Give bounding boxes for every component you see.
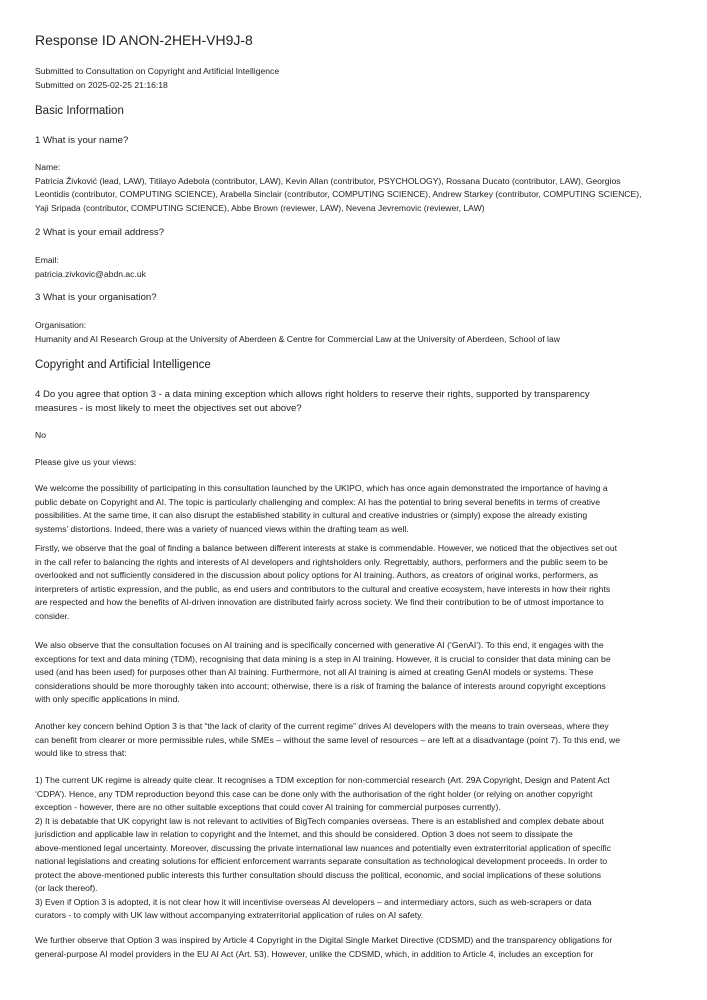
text-line: consider.: [35, 610, 70, 621]
text-line: would like to stress that:: [35, 748, 127, 758]
text-line: possibilities. At the same time, it can also disrupt the established stability in cultural and creative industries or (simply) expose the already existing: [35, 510, 588, 520]
question-4-line: 4 Do you agree that option 3 - a data mining exception which allows right holders to reserve their rights, supported by transparency: [35, 389, 590, 400]
text-line: protect the above-mentioned public interests this further consultation should discuss the political, economic, and social implications of these solutions: [35, 869, 602, 880]
text-line: considerations should be more thoroughly taken into account; otherwise, there is a risk of framing the balance of interests around copyright exceptions: [35, 680, 606, 691]
text-line: systems’ distortions. Indeed, there was a variety of nuanced views within the drafting team as well.: [35, 523, 409, 534]
text-line: exception - however, there are no other suitable exceptions that could cover AI training for commercial purposes currently).: [35, 802, 501, 812]
question-3: 3 What is your organisation?: [35, 292, 157, 303]
text-line: We further observe that Option 3 was inspired by Article 4 Copyright in the Digital Single Market Directive (CDSMD) and the transparency obligations for: [35, 935, 613, 945]
submitted-on: Submitted on 2025-02-25 21:16:18: [35, 79, 168, 90]
organisation-value: Humanity and AI Research Group at the University of Aberdeen & Centre for Commercial Law at the University of Aberdeen, School of law: [35, 333, 560, 344]
text-line: with only specific applications in mind.: [35, 694, 180, 704]
text-line: jurisdiction and applicable law in relation to copyright and the Internet, and this should be considered. Option 3 does not seem to dissipate the: [35, 829, 573, 839]
text-line: used (and has been used) for purposes other than AI training. Furthermore, not all AI training is aimed at creating GenAI models or systems. These: [35, 667, 594, 677]
name-label: Name:: [35, 162, 61, 172]
submitted-to: Submitted to Consultation on Copyright and Artificial Intelligence: [35, 66, 280, 76]
text-line: We welcome the possibility of participating in this consultation launched by the UKIPO, which has once again demonstrated the importance of having a: [35, 483, 608, 493]
text-line: 3) Even if Option 3 is adopted, it is not clear how it will incentivise overseas AI developers – and intermediary actors, such as web-scrapers or data: [35, 896, 592, 907]
answer-4: No: [35, 430, 46, 440]
text-line: ‘CDPA’). Hence, any TDM reproduction beyond this case can be done only with the authorisation of the right holder (or relying on another copyright: [35, 788, 593, 799]
page-title: Response ID ANON-2HEH-VH9J-8: [35, 32, 253, 48]
answer-3: [35, 319, 560, 346]
text-line: 2) It is debatable that UK copyright law is not relevant to activities of BigTech companies overseas. There is an established and complex debate about: [35, 815, 604, 826]
paragraph: [35, 639, 611, 707]
question-4-line: measures - is most likely to meet the objectives set out above?: [35, 403, 302, 414]
text-line: exceptions for text and data mining (TDM), recognising that data mining is a step in AI training. However, it is crucial to consider that data mining can be: [35, 653, 611, 664]
paragraph: [35, 934, 612, 961]
paragraph: [35, 482, 608, 536]
name-line: Leontidis (contributor, COMPUTING SCIENCE), Arabella Sinclair (contributor, COMPUTING SCIENCE), Andrew Starkey (contributor, COMPUTING SCIENCE),: [35, 189, 642, 199]
answer-2: [35, 254, 146, 281]
text-line: national legislations and creating solutions for efficient enforcement warrants separate consultation as technological development proceeds. In order to: [35, 856, 608, 866]
text-line: are respected and how the benefits of AI-driven innovation are distributed fairly across society. We find their contribution to be of utmost importance to: [35, 597, 604, 607]
views-label: Please give us your views:: [35, 457, 137, 467]
text-line: Another key concern behind Option 3 is that “the lack of clarity of the current regime” drives AI developers with the means to train overseas, where they: [35, 721, 609, 731]
text-line: overlooked and not sufficiently considered in the discussion about policy options for AI training. Authors, as creators of original works, performers, as: [35, 570, 599, 580]
name-line: Patricia Živković (lead, LAW), Titilayo Adebola (contributor, LAW), Kevin Allan (contributor, PSYCHOLOGY), Rossana Ducato (contributor, LAW), Georgios: [35, 175, 621, 186]
text-line: We also observe that the consultation focuses on AI training and is specifically concerned with generative AI (‘GenAI’). To this end, it engages with the: [35, 640, 604, 650]
paragraph: [35, 720, 620, 761]
question-4: [35, 388, 590, 416]
text-line: public debate on Copyright and AI. The topic is particularly challenging and complex: AI has the potential to bring several benefits in terms of creative: [35, 496, 600, 507]
text-line: 1) The current UK regime is already quite clear. It recognises a TDM exception for non-commercial research (Art. 29A Copyright, Design and Patent Act: [35, 775, 610, 785]
section-heading-copyright-ai: Copyright and Artificial Intelligence: [35, 359, 211, 371]
text-line: curators - to comply with UK law without accompanying extraterritorial application of rules on AI safety.: [35, 910, 424, 920]
organisation-label: Organisation:: [35, 320, 87, 330]
submission-info: [35, 65, 279, 92]
email-label: Email:: [35, 255, 59, 265]
text-line: Firstly, we observe that the goal of finding a balance between different interests at stake is commendable. However, we noticed that the objectives set out: [35, 543, 617, 553]
text-line: in the call refer to balancing the rights and interests of AI developers and rightsholders only. Regrettably, authors, performers and the public seem to be: [35, 556, 608, 567]
text-line: can benefit from clearer or more permissible rules, while SMEs – without the same level of resources – are left at a disadvantage (point 7). To this end, we: [35, 734, 620, 745]
question-2: 2 What is your email address?: [35, 227, 165, 238]
text-line: general-purpose AI model providers in the EU AI Act (Art. 53). However, unlike the CDSMD, which, in addition to Article 4, includes an exception for: [35, 948, 594, 959]
text-line: interpreters of artistic expression, and the public, as end users and contributors to the cultural and creative ecosystem, have interests in how their rights: [35, 583, 611, 594]
name-line: Yaji Sripada (contributor, COMPUTING SCIENCE), Abbe Brown (reviewer, LAW), Nevena Jevremovic (reviewer, LAW): [35, 202, 485, 213]
text-line: (or lack thereof).: [35, 883, 98, 893]
numbered-list: [35, 774, 611, 923]
paragraph: [35, 542, 617, 623]
answer-1: [35, 161, 642, 215]
section-heading-basic-information: Basic Information: [35, 105, 124, 117]
email-value: patricia.zivkovic@abdn.ac.uk: [35, 268, 146, 279]
text-line: above-mentioned legal uncertainty. Moreover, discussing the private international law nuances and potentially even extraterritorial application of specific: [35, 842, 611, 853]
question-1: 1 What is your name?: [35, 135, 129, 146]
